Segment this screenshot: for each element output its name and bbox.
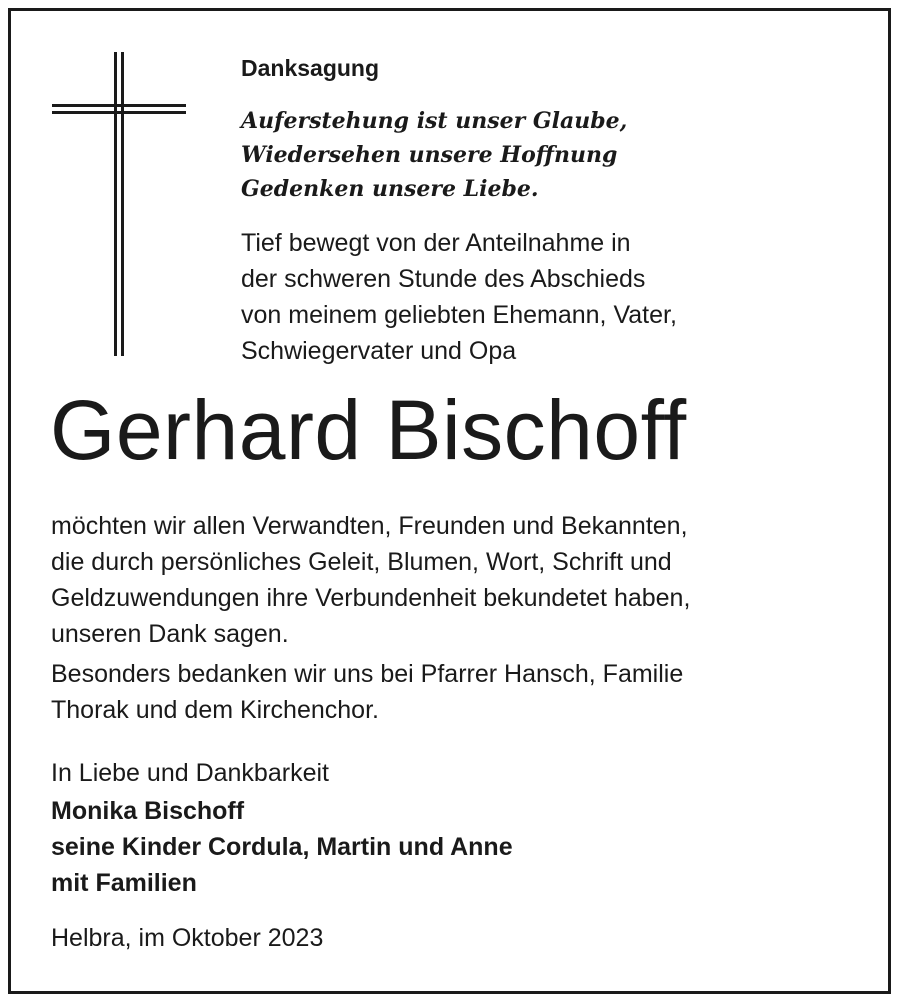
motto-line: Auferstehung ist unser Glaube, — [241, 108, 628, 134]
place-date: Helbra, im Oktober 2023 — [51, 924, 324, 952]
intro-line: Tief bewegt von der Anteilnahme in — [241, 229, 631, 257]
special-thanks-line: Thorak und dem Kirchenchor. — [51, 696, 379, 724]
intro-line: der schweren Stunde des Abschieds — [241, 265, 646, 293]
deceased-name: Gerhard Bischoff — [50, 383, 687, 477]
intro-text — [241, 225, 677, 369]
motto-line: Gedenken unsere Liebe. — [241, 176, 539, 202]
signature — [51, 793, 513, 901]
thanks-text — [51, 508, 690, 652]
special-thanks-text — [51, 656, 683, 728]
motto — [241, 104, 627, 206]
cross-icon — [52, 52, 186, 356]
signature-line: seine Kinder Cordula, Martin und Anne — [51, 833, 513, 861]
motto-line: Wiedersehen unsere Hoffnung — [241, 142, 618, 168]
thanks-line: Geldzuwendungen ihre Verbundenheit bekundetet haben, — [51, 584, 691, 612]
signature-line: mit Familien — [51, 869, 197, 897]
special-thanks-line: Besonders bedanken wir uns bei Pfarrer Hansch, Familie — [51, 660, 684, 688]
thanks-line: möchten wir allen Verwandten, Freunden und Bekannten, — [51, 512, 688, 540]
signature-line: Monika Bischoff — [51, 797, 245, 825]
thanks-line: unseren Dank sagen. — [51, 620, 289, 648]
heading: Danksagung — [241, 55, 380, 81]
closing-phrase: In Liebe und Dankbarkeit — [51, 759, 329, 787]
intro-line: Schwiegervater und Opa — [241, 337, 517, 365]
intro-line: von meinem geliebten Ehemann, Vater, — [241, 301, 677, 329]
thanks-line: die durch persönliches Geleit, Blumen, Wort, Schrift und — [51, 548, 672, 576]
